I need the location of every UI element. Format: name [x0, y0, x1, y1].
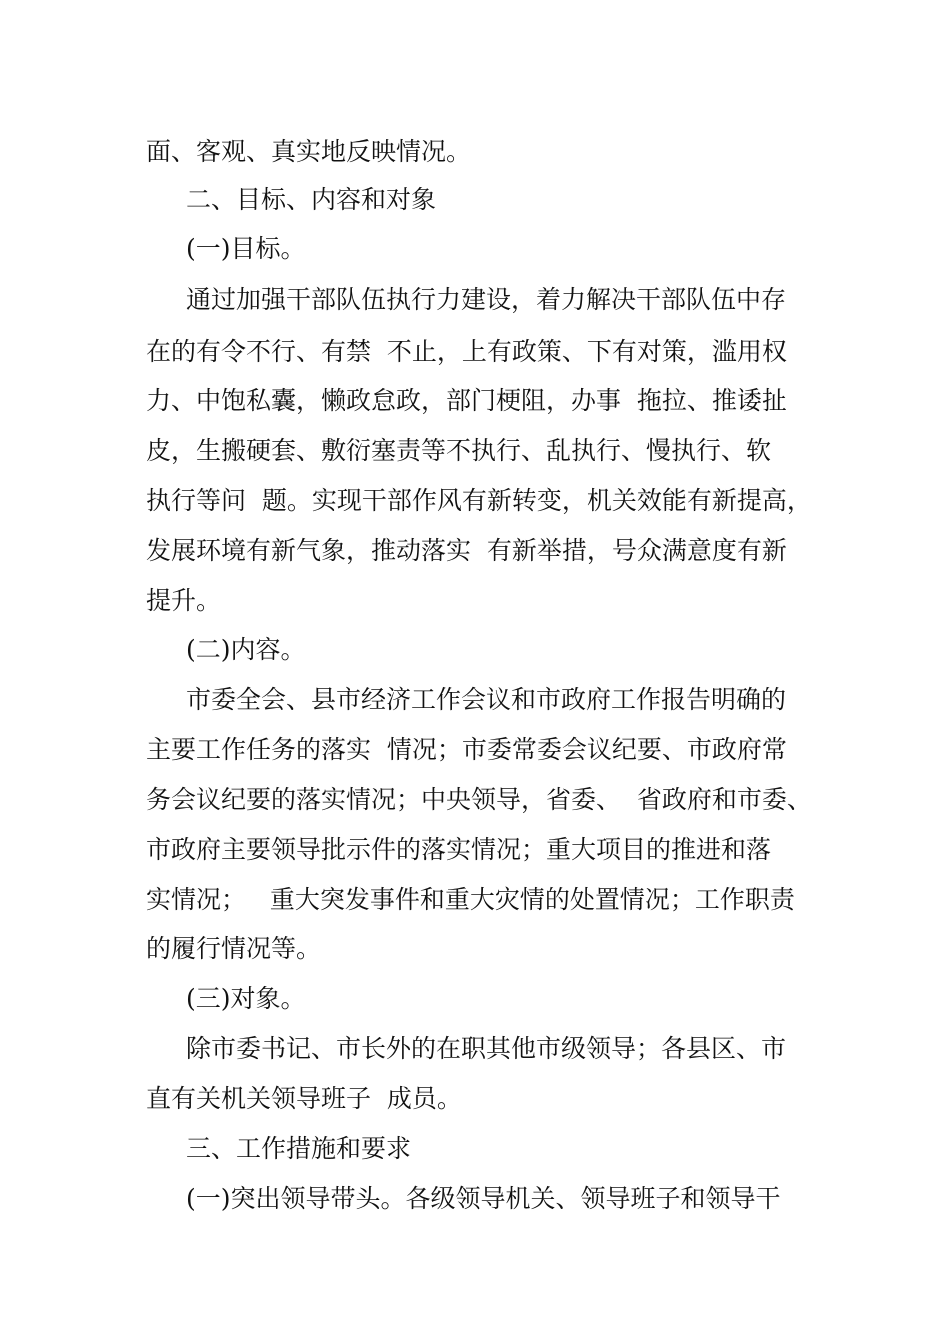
paragraph-line: 发展环境有新气象，推动落实 有新举措，号众满意度有新 [146, 536, 787, 565]
subsection-heading: (一)目标。 [186, 234, 306, 263]
paragraph-line: 的履行情况等。 [146, 934, 322, 963]
subsection-heading: (二)内容。 [186, 635, 306, 664]
paragraph-line: 力、中饱私囊，懒政怠政，部门梗阻，办事 拖拉、推诿扯 [146, 386, 787, 415]
paragraph-line: 主要工作任务的落实 情况；市委常委会议纪要、市政府常 [146, 735, 787, 764]
section-heading: 二、目标、内容和对象 [186, 185, 437, 214]
paragraph-line: 务会议纪要的落实情况；中央领导，省委、 省政府和市委、 [146, 785, 812, 814]
subsection-heading: (三)对象。 [186, 984, 306, 1013]
paragraph-line: 实情况； 重大突发事件和重大灾情的处置情况；工作职责 [146, 885, 795, 914]
section-heading: 三、工作措施和要求 [186, 1134, 412, 1163]
paragraph-line: 市委全会、县市经济工作会议和市政府工作报告明确的 [186, 685, 787, 714]
paragraph-line: 提升。 [146, 586, 222, 615]
paragraph-line: 执行等问 题。实现干部作风有新转变，机关效能有新提高， [146, 486, 812, 515]
paragraph-line: 市政府主要领导批示件的落实情况；重大项目的推进和落 [146, 835, 772, 864]
paragraph-line: (一)突出领导带头。各级领导机关、领导班子和领导干 [186, 1184, 781, 1213]
paragraph-line: 面、客观、真实地反映情况。 [146, 137, 472, 166]
paragraph-line: 皮，生搬硬套、敷衍塞责等不执行、乱执行、慢执行、软 [146, 436, 772, 465]
paragraph-line: 直有关机关领导班子 成员。 [146, 1084, 462, 1113]
paragraph-line: 除市委书记、市长外的在职其他市级领导；各县区、市 [186, 1034, 787, 1063]
paragraph-line: 在的有令不行、有禁 不止，上有政策、下有对策，滥用权 [146, 337, 787, 366]
paragraph-line: 通过加强干部队伍执行力建设，着力解决干部队伍中存 [186, 285, 787, 314]
